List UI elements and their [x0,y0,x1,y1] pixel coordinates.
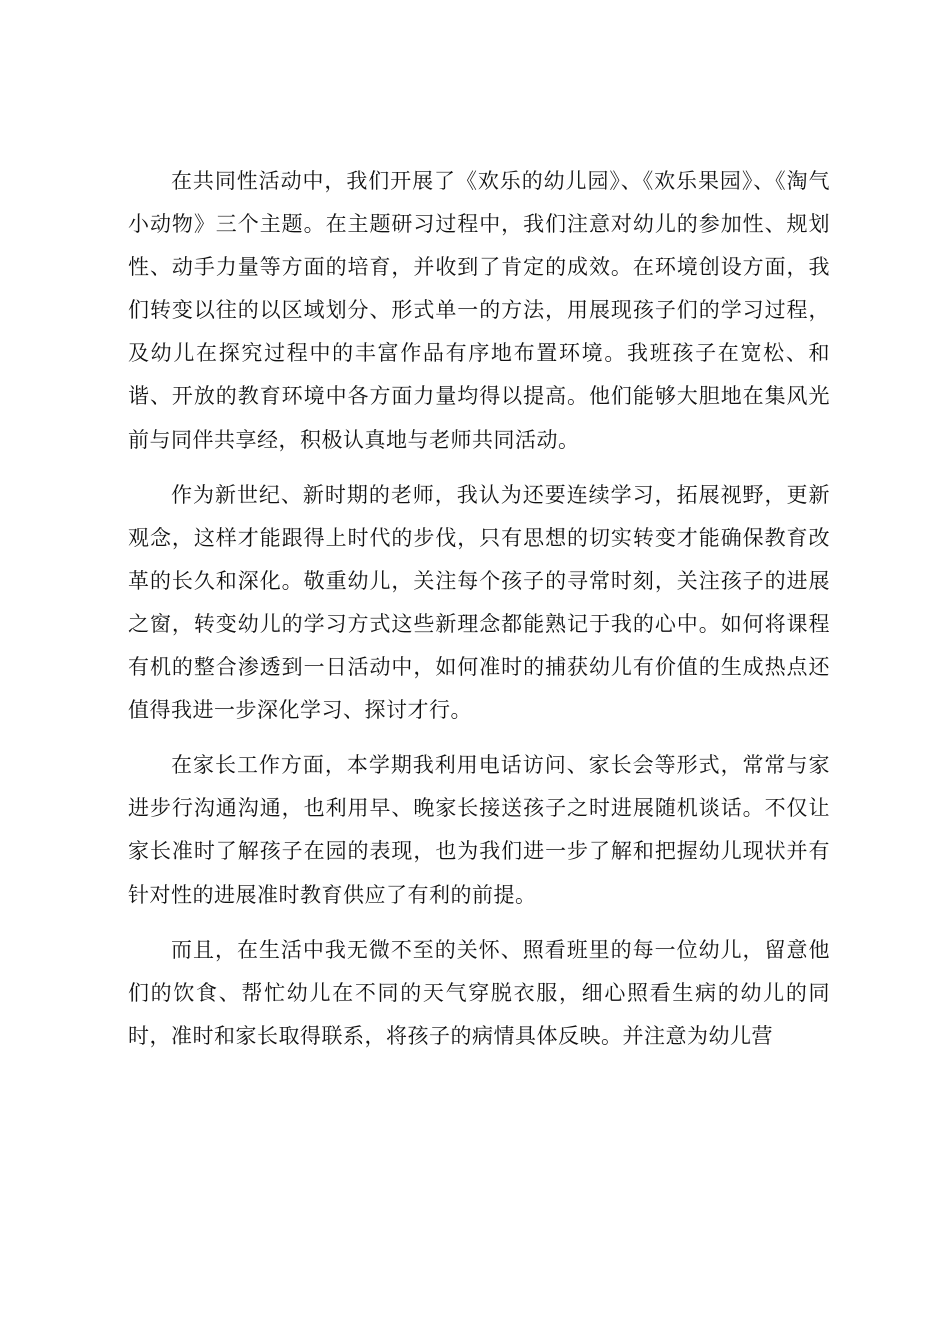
paragraph-1: 在共同性活动中，我们开展了《欢乐的幼儿园》、《欢乐果园》、《淘气小动物》三个主题。在主题研习过程中，我们注意对幼儿的参加性、规划性、动手力量等方面的培育，并收到了肯定的成效。在环境创设方面，我们转变以往的以区域划分、形式单一的方法，用展现孩子们的学习过程，及幼儿在探究过程中的丰富作品有序地布置环境。我班孩子在宽松、和谐、开放的教育环境中各方面力量均得以提高。他们能够大胆地在集风光前与同伴共享经，积极认真地与老师共同活动。 [128,169,830,452]
paragraph-2: 作为新世纪、新时期的老师，我认为还要连续学习，拓展视野，更新观念，这样才能跟得上时代的步伐，只有思想的切实转变才能确保教育改革的长久和深化。敬重幼儿，关注每个孩子的寻常时刻，关注孩子的进展之窗，转变幼儿的学习方式这些新理念都能熟记于我的心中。如何将课程有机的整合渗透到一日活动中，如何准时的捕获幼儿有价值的生成热点还值得我进一步深化学习、探讨才行。 [128,482,830,723]
paragraph-3: 在家长工作方面，本学期我利用电话访问、家长会等形式，常常与家进步行沟通沟通，也利用早、晚家长接送孩子之时进展随机谈话。不仅让家长准时了解孩子在园的表现，也为我们进一步了解和把握幼儿现状并有针对性的进展准时教育供应了有利的前提。 [128,753,830,907]
document-body [128,160,830,1070]
paragraph-4: 而且，在生活中我无微不至的关怀、照看班里的每一位幼儿，留意他们的饮食、帮忙幼儿在不同的天气穿脱衣服，细心照看生病的幼儿的同时，准时和家长取得联系，将孩子的病情具体反映。并注意为幼儿营 [128,937,830,1048]
